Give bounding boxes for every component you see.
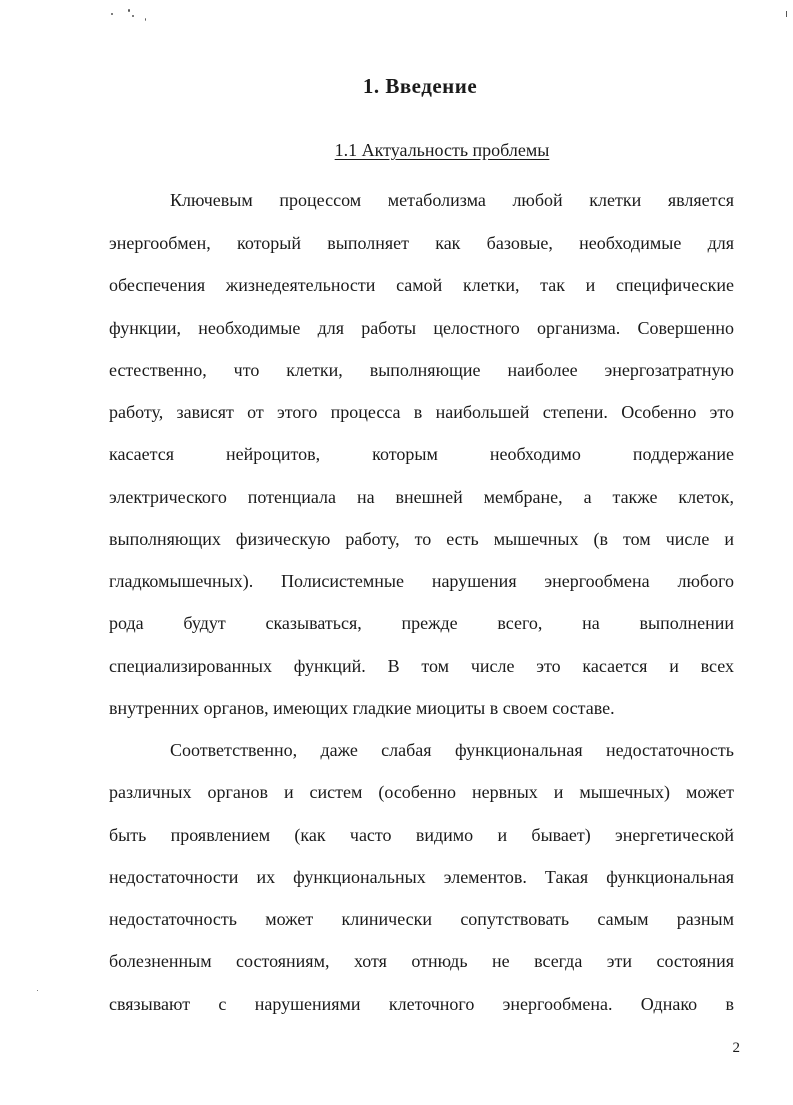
paragraph-line: гладкомышечных). Полисистемные нарушения энергообмена любого (109, 571, 734, 591)
paragraph-line: выполняющих физическую работу, то есть мышечных (в том числе и (109, 529, 734, 549)
paragraph-line: недостаточности их функциональных элементов. Такая функциональная (109, 867, 734, 887)
scan-speck (111, 13, 113, 15)
chapter-title: 1. Введение (362, 74, 478, 98)
scan-speck (37, 990, 38, 991)
paragraph-line: болезненным состояниям, хотя отнюдь не всегда эти состояния (109, 951, 734, 971)
scan-speck (786, 11, 787, 17)
paragraph-line: недостаточность может клинически сопутствовать самым разным (109, 909, 734, 929)
paragraph-line: естественно, что клетки, выполняющие наиболее энергозатратную (109, 360, 734, 380)
paragraph-line: рода будут сказываться, прежде всего, на выполнении (109, 613, 734, 633)
paragraph-line: функции, необходимые для работы целостного организма. Совершенно (109, 318, 734, 338)
paragraph-line: внутренних органов, имеющих гладкие миоциты в своем составе. (109, 698, 615, 718)
paragraph-line: энергообмен, который выполняет как базовые, необходимые для (109, 233, 734, 253)
paragraph-line: электрического потенциала на внешней мембране, а также клеток, (109, 487, 734, 507)
paragraph-line: Ключевым процессом метаболизма любой клетки является (170, 190, 734, 210)
scan-speck (145, 18, 146, 21)
paragraph-line: касается нейроцитов, которым необходимо поддержание (109, 444, 734, 464)
paragraph-line: специализированных функций. В том числе это касается и всех (109, 656, 734, 676)
scan-speck (128, 9, 130, 12)
paragraph-line: Соответственно, даже слабая функциональная недостаточность (170, 740, 734, 760)
section-title: 1.1 Актуальность проблемы (334, 140, 550, 160)
paragraph-line: обеспечения жизнедеятельности самой клетки, так и специфические (109, 275, 734, 295)
paragraph-line: быть проявлением (как часто видимо и бывает) энергетической (109, 825, 734, 845)
paragraph-line: связывают с нарушениями клеточного энергообмена. Однако в (109, 994, 734, 1014)
page-number: 2 (732, 1040, 740, 1056)
scan-speck (132, 15, 134, 17)
paragraph-line: различных органов и систем (особенно нервных и мышечных) может (109, 782, 734, 802)
paragraph-line: работу, зависят от этого процесса в наибольшей степени. Особенно это (109, 402, 734, 422)
